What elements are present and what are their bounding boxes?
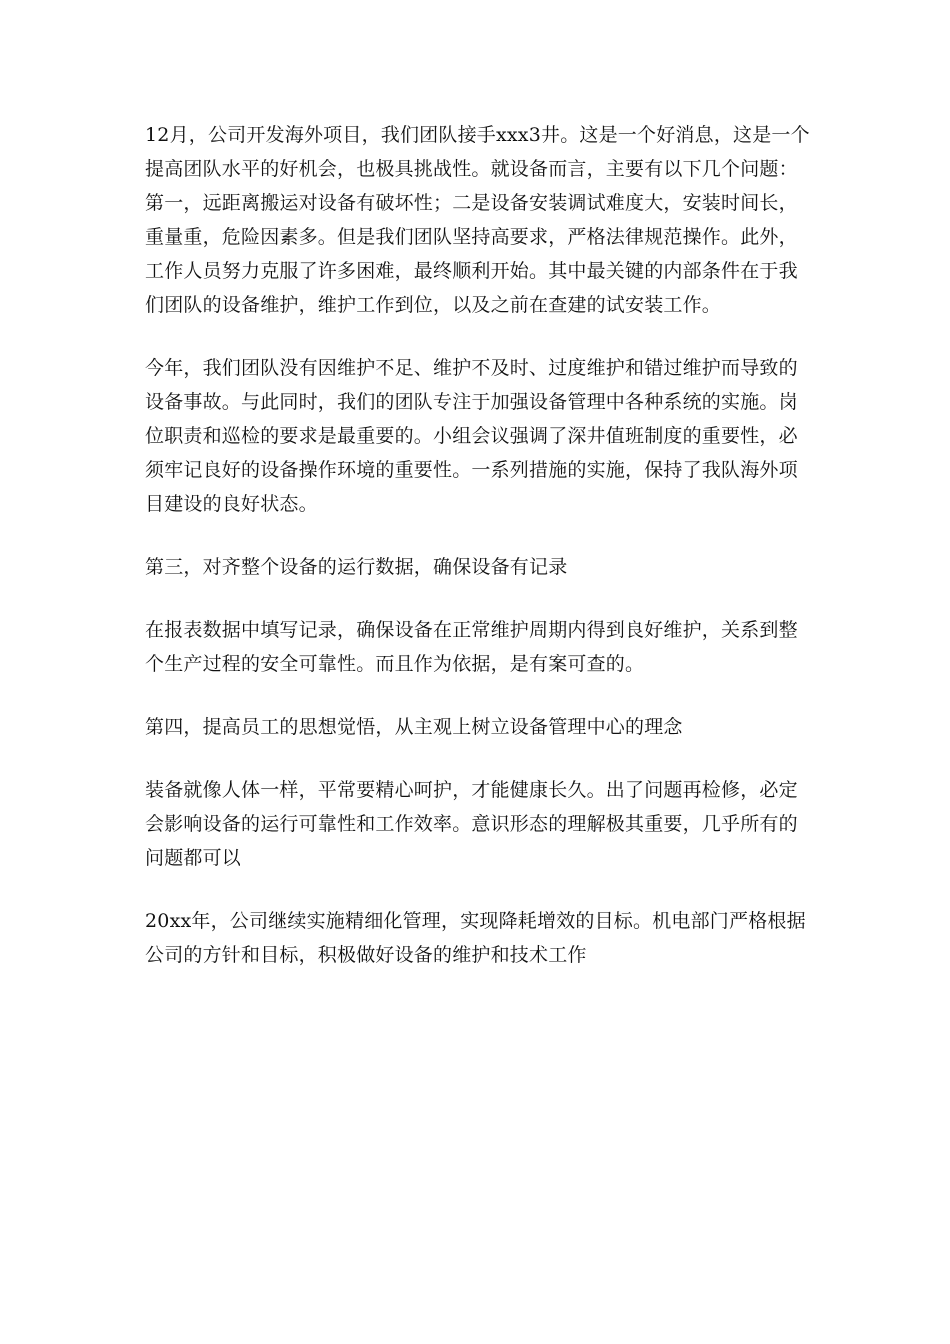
paragraph-refined-management: 20xx年，公司继续实施精细化管理，实现降耗增效的目标。机电部门严格根据公司的方针和目标，积极做好设备的维护和技术工作 <box>145 910 806 966</box>
document-body <box>145 118 815 972</box>
paragraph-heading-fourth: 第四，提高员工的思想觉悟，从主观上树立设备管理中心的理念 <box>145 716 683 738</box>
paragraph-no-accidents: 今年，我们团队没有因维护不足、维护不及时、过度维护和错过维护而导致的设备事故。与此同时，我们的团队专注于加强设备管理中各种系统的实施。岗位职责和巡检的要求是最重要的。小组会议强调了深井值班制度的重要性，必须牢记良好的设备操作环境的重要性。一系列措施的实施，保持了我队海外项目建设的良好状态。 <box>145 357 798 515</box>
paragraph-overseas-project: 12月，公司开发海外项目，我们团队接手xxx3井。这是一个好消息，这是一个提高团队水平的好机会，也极具挑战性。就设备而言，主要有以下几个问题：第一，远距离搬运对设备有破坏性；二是设备安装调试难度大，安装时间长，重量重，危险因素多。但是我们团队坚持高要求，严格法律规范操作。此外，工作人员努力克服了许多困难，最终顺利开始。其中最关键的内部条件在于我们团队的设备维护，维护工作到位，以及之前在查建的试安装工作。 <box>145 124 810 316</box>
paragraph-equipment-care: 装备就像人体一样，平常要精心呵护，才能健康长久。出了问题再检修，必定会影响设备的运行可靠性和工作效率。意识形态的理解极其重要，几乎所有的问题都可以 <box>145 779 798 869</box>
paragraph-records: 在报表数据中填写记录，确保设备在正常维护周期内得到良好维护，关系到整个生产过程的安全可靠性。而且作为依据，是有案可查的。 <box>145 619 798 675</box>
paragraph-heading-third: 第三，对齐整个设备的运行数据，确保设备有记录 <box>145 556 568 578</box>
